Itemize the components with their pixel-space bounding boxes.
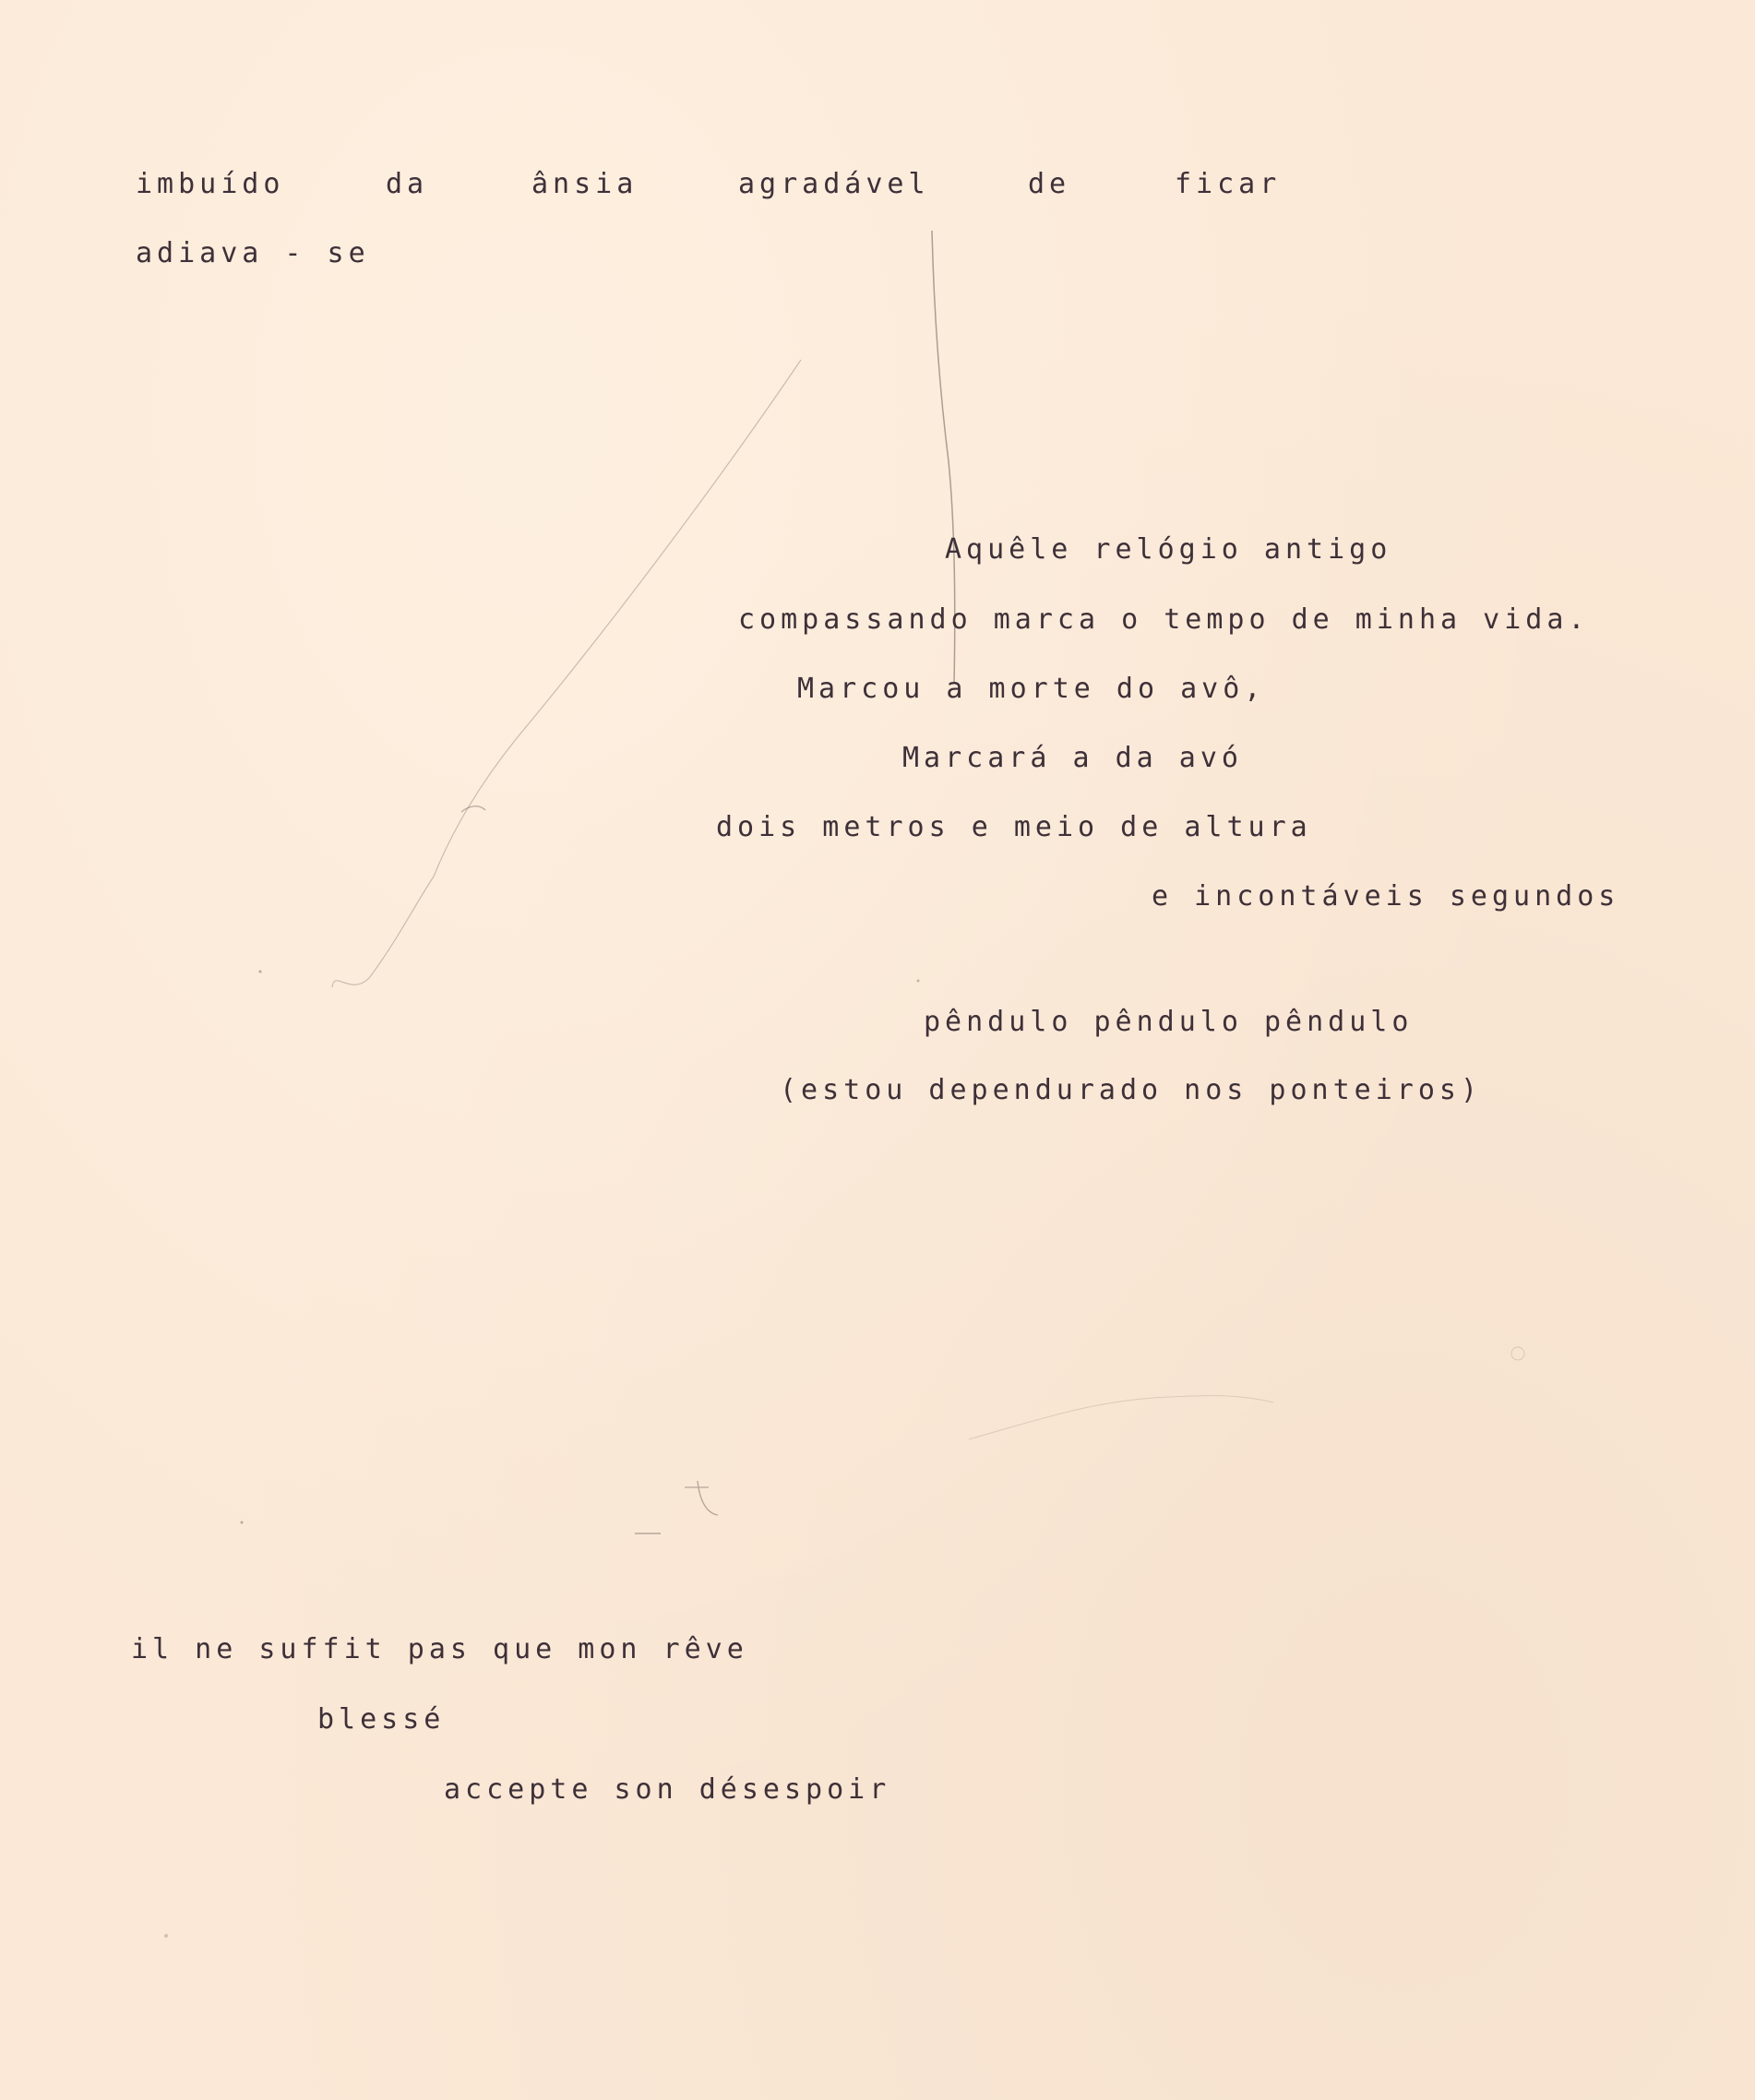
- stanza4-line-1: il ne suffit pas que mon rêve: [131, 1633, 748, 1665]
- stanza1-word-4: agradável: [738, 168, 930, 200]
- stanza3-line-2: (estou dependurado nos ponteiros): [780, 1074, 1483, 1106]
- stanza1-word-1: imbuído: [136, 168, 285, 200]
- stanza4-line-3: accepte son désespoir: [444, 1773, 891, 1806]
- stanza2-line-1: Aquêle relógio antigo: [945, 533, 1392, 566]
- stanza1-word-5: de: [1028, 168, 1071, 200]
- stanza2-line-5: dois metros e meio de altura: [716, 811, 1312, 843]
- stanza1-word-3: ânsia: [531, 168, 639, 200]
- stanza2-line-2: compassando marca o tempo de minha vida.: [738, 603, 1590, 636]
- stanza2-line-4: Marcará a da avó: [902, 742, 1243, 774]
- stanza1-line-2: adiava - se: [136, 237, 370, 269]
- stanza1-word-2: da: [386, 168, 429, 200]
- stanza1-word-6: ficar: [1175, 168, 1282, 200]
- stanza2-line-6: e incontáveis segundos: [1152, 880, 1620, 913]
- stanza4-line-2: blessé: [317, 1703, 446, 1736]
- stanza2-line-3: Marcou a morte do avô,: [797, 673, 1266, 705]
- stanza3-line-1: pêndulo pêndulo pêndulo: [924, 1006, 1414, 1038]
